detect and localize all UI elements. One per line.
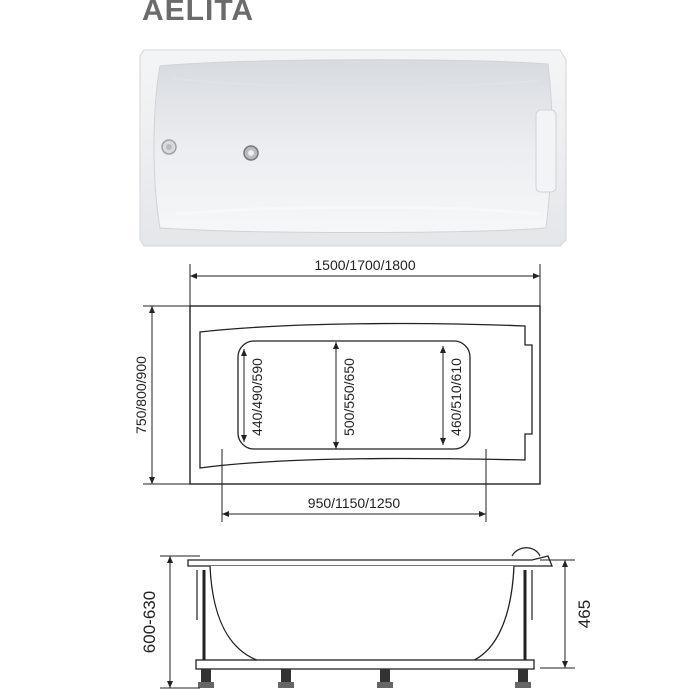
- headrest-profile: [512, 548, 540, 556]
- side-view: [160, 548, 575, 688]
- inner-width-right-label: 460/510/610: [448, 358, 464, 436]
- outer-outline: [190, 306, 540, 484]
- frame-bar: [196, 660, 534, 669]
- length-label: 1500/1700/1800: [314, 257, 416, 273]
- leg-icon: [201, 669, 211, 683]
- inner-width-center-label: 500/550/650: [341, 358, 357, 436]
- total-height-label: 600-630: [140, 590, 159, 654]
- headrest-icon: [536, 110, 556, 192]
- tub-height-label: 465: [575, 599, 594, 629]
- leg-icon: [281, 669, 291, 683]
- side-rim: [188, 556, 552, 566]
- bathtub-render: [140, 50, 566, 246]
- tub-body: [210, 566, 514, 662]
- leg-icon: [518, 669, 528, 683]
- leg-icon: [380, 669, 390, 683]
- inner-width-left-label: 440/490/590: [249, 358, 265, 436]
- width-label: 750/800/900: [133, 356, 149, 434]
- product-title: AELITA: [142, 0, 255, 27]
- inner-length-label: 950/1150/1250: [307, 495, 401, 511]
